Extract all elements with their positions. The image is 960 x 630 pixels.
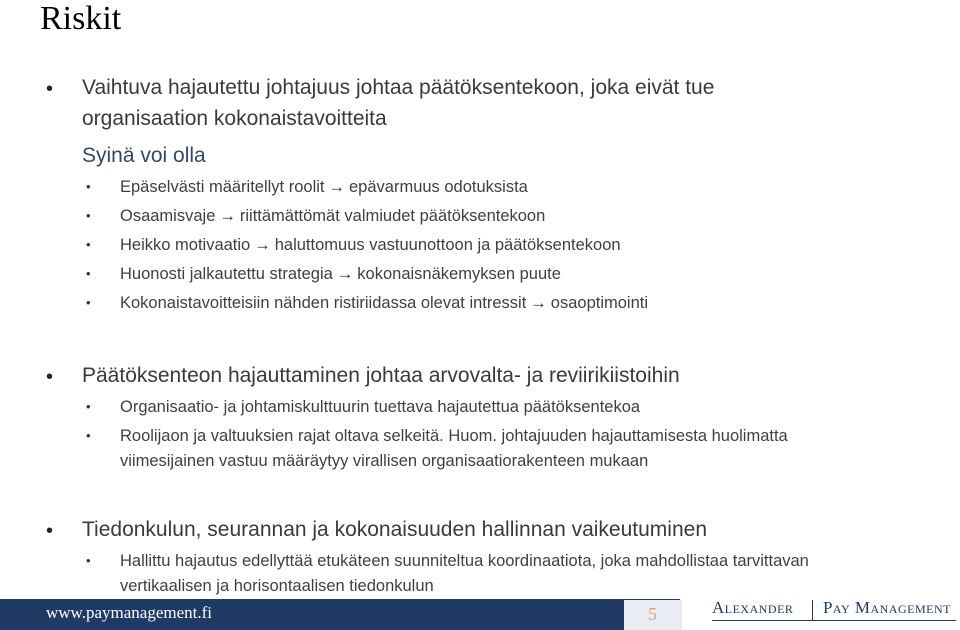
bullet-icon: • [86,208,91,223]
footer-url-link[interactable]: www.paymanagement.fi [46,603,213,622]
bullet-icon: • [46,366,54,388]
list-item-line-2: vertikaalisen ja horisontaalisen tiedonkulun [120,577,434,595]
effect-text: epävarmuus odotuksista [349,178,528,196]
bullet-icon: • [86,399,91,414]
slide-title: Riskit [40,0,122,37]
arrow-right-icon: → [254,236,271,254]
cause-text: Heikko motivaatio [120,236,251,254]
logo-underline [712,620,956,621]
section-1-subheading: Syinä voi olla [82,144,206,167]
effect-text: osaoptimointi [550,294,649,312]
arrow-right-icon: → [328,178,345,196]
bullet-icon: • [46,520,54,542]
logo-divider [812,600,813,620]
list-item-line-2: viimesijainen vastuu määräytyy virallisen organisaatiorakenteen mukaan [120,452,649,470]
bullet-icon: • [86,295,91,310]
bullet-icon: • [46,78,54,100]
bullet-icon: • [86,428,91,443]
effect-text: haluttomuus vastuunottoon ja päätöksentekoon [274,236,621,254]
section-2-heading: Päätöksenteon hajauttaminen johtaa arvovalta- ja reviirikiistoihin [82,364,680,387]
cause-text: Huonosti jalkautettu strategia [120,265,333,283]
cause-text: Epäselvästi määritellyt roolit [120,178,325,196]
list-item: Organisaatio- ja johtamiskulttuurin tuettava hajautettua päätöksentekoa [120,398,641,416]
logo-left-text: Alexander [712,598,794,617]
cause-effect-item [120,265,561,284]
bullet-icon: • [86,553,91,568]
cause-effect-item [120,207,545,226]
arrow-right-icon: → [219,207,236,225]
cause-effect-item [120,294,648,313]
cause-effect-item [120,178,528,197]
bullet-icon: • [86,266,91,281]
bullet-icon: • [86,179,91,194]
section-1-heading-line-2: organisaation kokonaistavoitteita [82,107,387,130]
page-number: 5 [648,604,657,624]
company-logo [712,598,951,618]
bullet-icon: • [86,237,91,252]
effect-text: kokonaisnäkemyksen puute [357,265,561,283]
section-1-heading-line-1: Vaihtuva hajautettu johtajuus johtaa päätöksentekoon, joka eivät tue [82,76,715,99]
arrow-right-icon: → [336,265,354,283]
cause-text: Kokonaistavoitteisiin nähden ristiriidassa olevat intressit [120,294,527,312]
arrow-right-icon: → [530,294,547,312]
cause-effect-item [120,236,621,255]
cause-text: Osaamisvaje [120,207,216,225]
logo-right-text: Pay Management [822,598,951,617]
effect-text: riittämättömät valmiudet päätöksentekoon [239,207,546,225]
list-item-line-1: Hallittu hajautus edellyttää etukäteen suunniteltua koordinaatiota, joka mahdollistaa tarvittavan [120,552,809,570]
list-item-line-1: Roolijaon ja valtuuksien rajat oltava selkeitä. Huom. johtajuuden hajauttamisesta huolimatta [120,427,788,445]
section-3-heading: Tiedonkulun, seurannan ja kokonaisuuden hallinnan vaikeutuminen [82,518,707,541]
